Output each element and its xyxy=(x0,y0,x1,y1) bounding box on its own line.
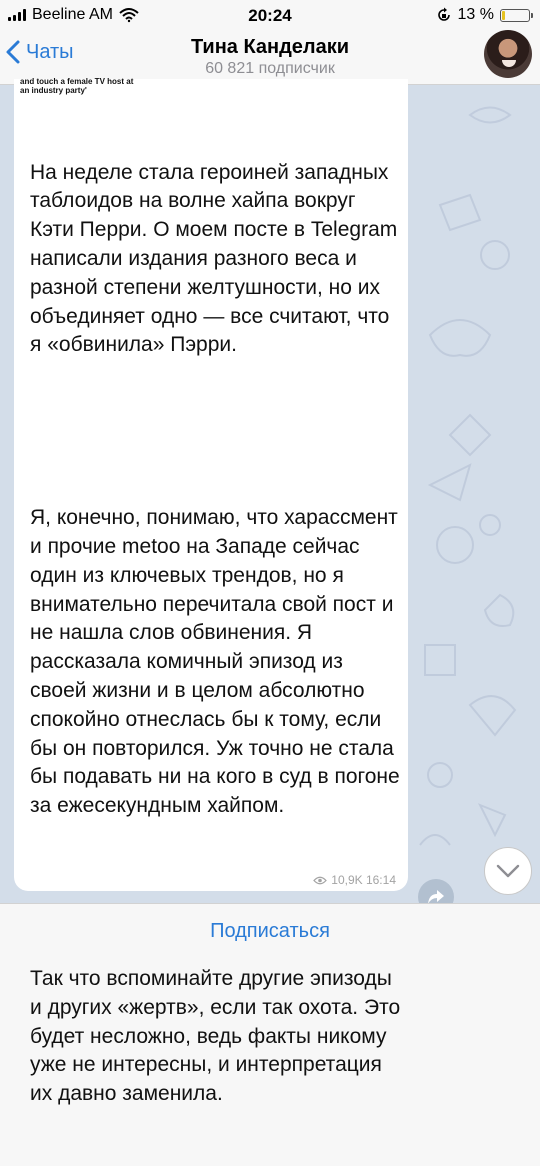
subscriber-count: 60 821 подписчик xyxy=(205,60,335,77)
battery-icon xyxy=(500,9,530,22)
subscribe-button[interactable]: Подписаться xyxy=(210,920,330,942)
carrier-name: Beeline AM xyxy=(32,6,113,23)
post-meta xyxy=(313,873,396,887)
rotation-lock-icon xyxy=(436,7,452,23)
post-paragraph: Я, конечно, понимаю, что харассмент и прочие metoo на Западе сейчас один из ключевых трендов, но я внимательно перечитала свой пост и не нашла слов обвинения. Я рассказала комичный эпизод из своей жизни и в целом абсолютно спокойно отнеслась бы к тому, если бы он повторился. Уж точно не стала бы подавать ни на кого в суд в погоне за ежесекундным хайпом. xyxy=(30,506,406,818)
post-paragraph: На неделе стала героиней западных таблоидов на волне хайпа вокруг Кэти Перри. О моем посте в Telegram написали издания разного веса и разной степени желтушности, но их объединяет одно — все считают, что я «обвинила» Пэрри. xyxy=(30,160,404,357)
channel-avatar[interactable] xyxy=(484,30,532,78)
bottom-bar xyxy=(0,903,540,961)
post-text[interactable] xyxy=(30,101,406,1166)
channel-header[interactable] xyxy=(0,35,540,79)
status-right xyxy=(436,6,530,24)
battery-level xyxy=(502,11,505,20)
status-time: 20:24 xyxy=(248,6,292,25)
post-views-time: 10,9K 16:14 xyxy=(331,873,396,887)
channel-title: Тина Канделаки xyxy=(190,36,350,58)
eye-icon xyxy=(313,876,327,885)
back-label: Чаты xyxy=(26,40,74,63)
chevron-down-icon xyxy=(496,864,520,878)
status-bar xyxy=(0,0,540,32)
post-image-caption: and touch a female TV host at an industry party' xyxy=(20,77,134,95)
post-paragraph: Так что вспоминайте другие эпизоды и других «жертв», если так охота. Это будет несложно, ведь факты никому уже не интересны, и интерпретация их давно заменила. xyxy=(30,966,406,1106)
battery-percent: 13 % xyxy=(457,6,494,23)
scroll-down-button[interactable] xyxy=(484,847,532,895)
